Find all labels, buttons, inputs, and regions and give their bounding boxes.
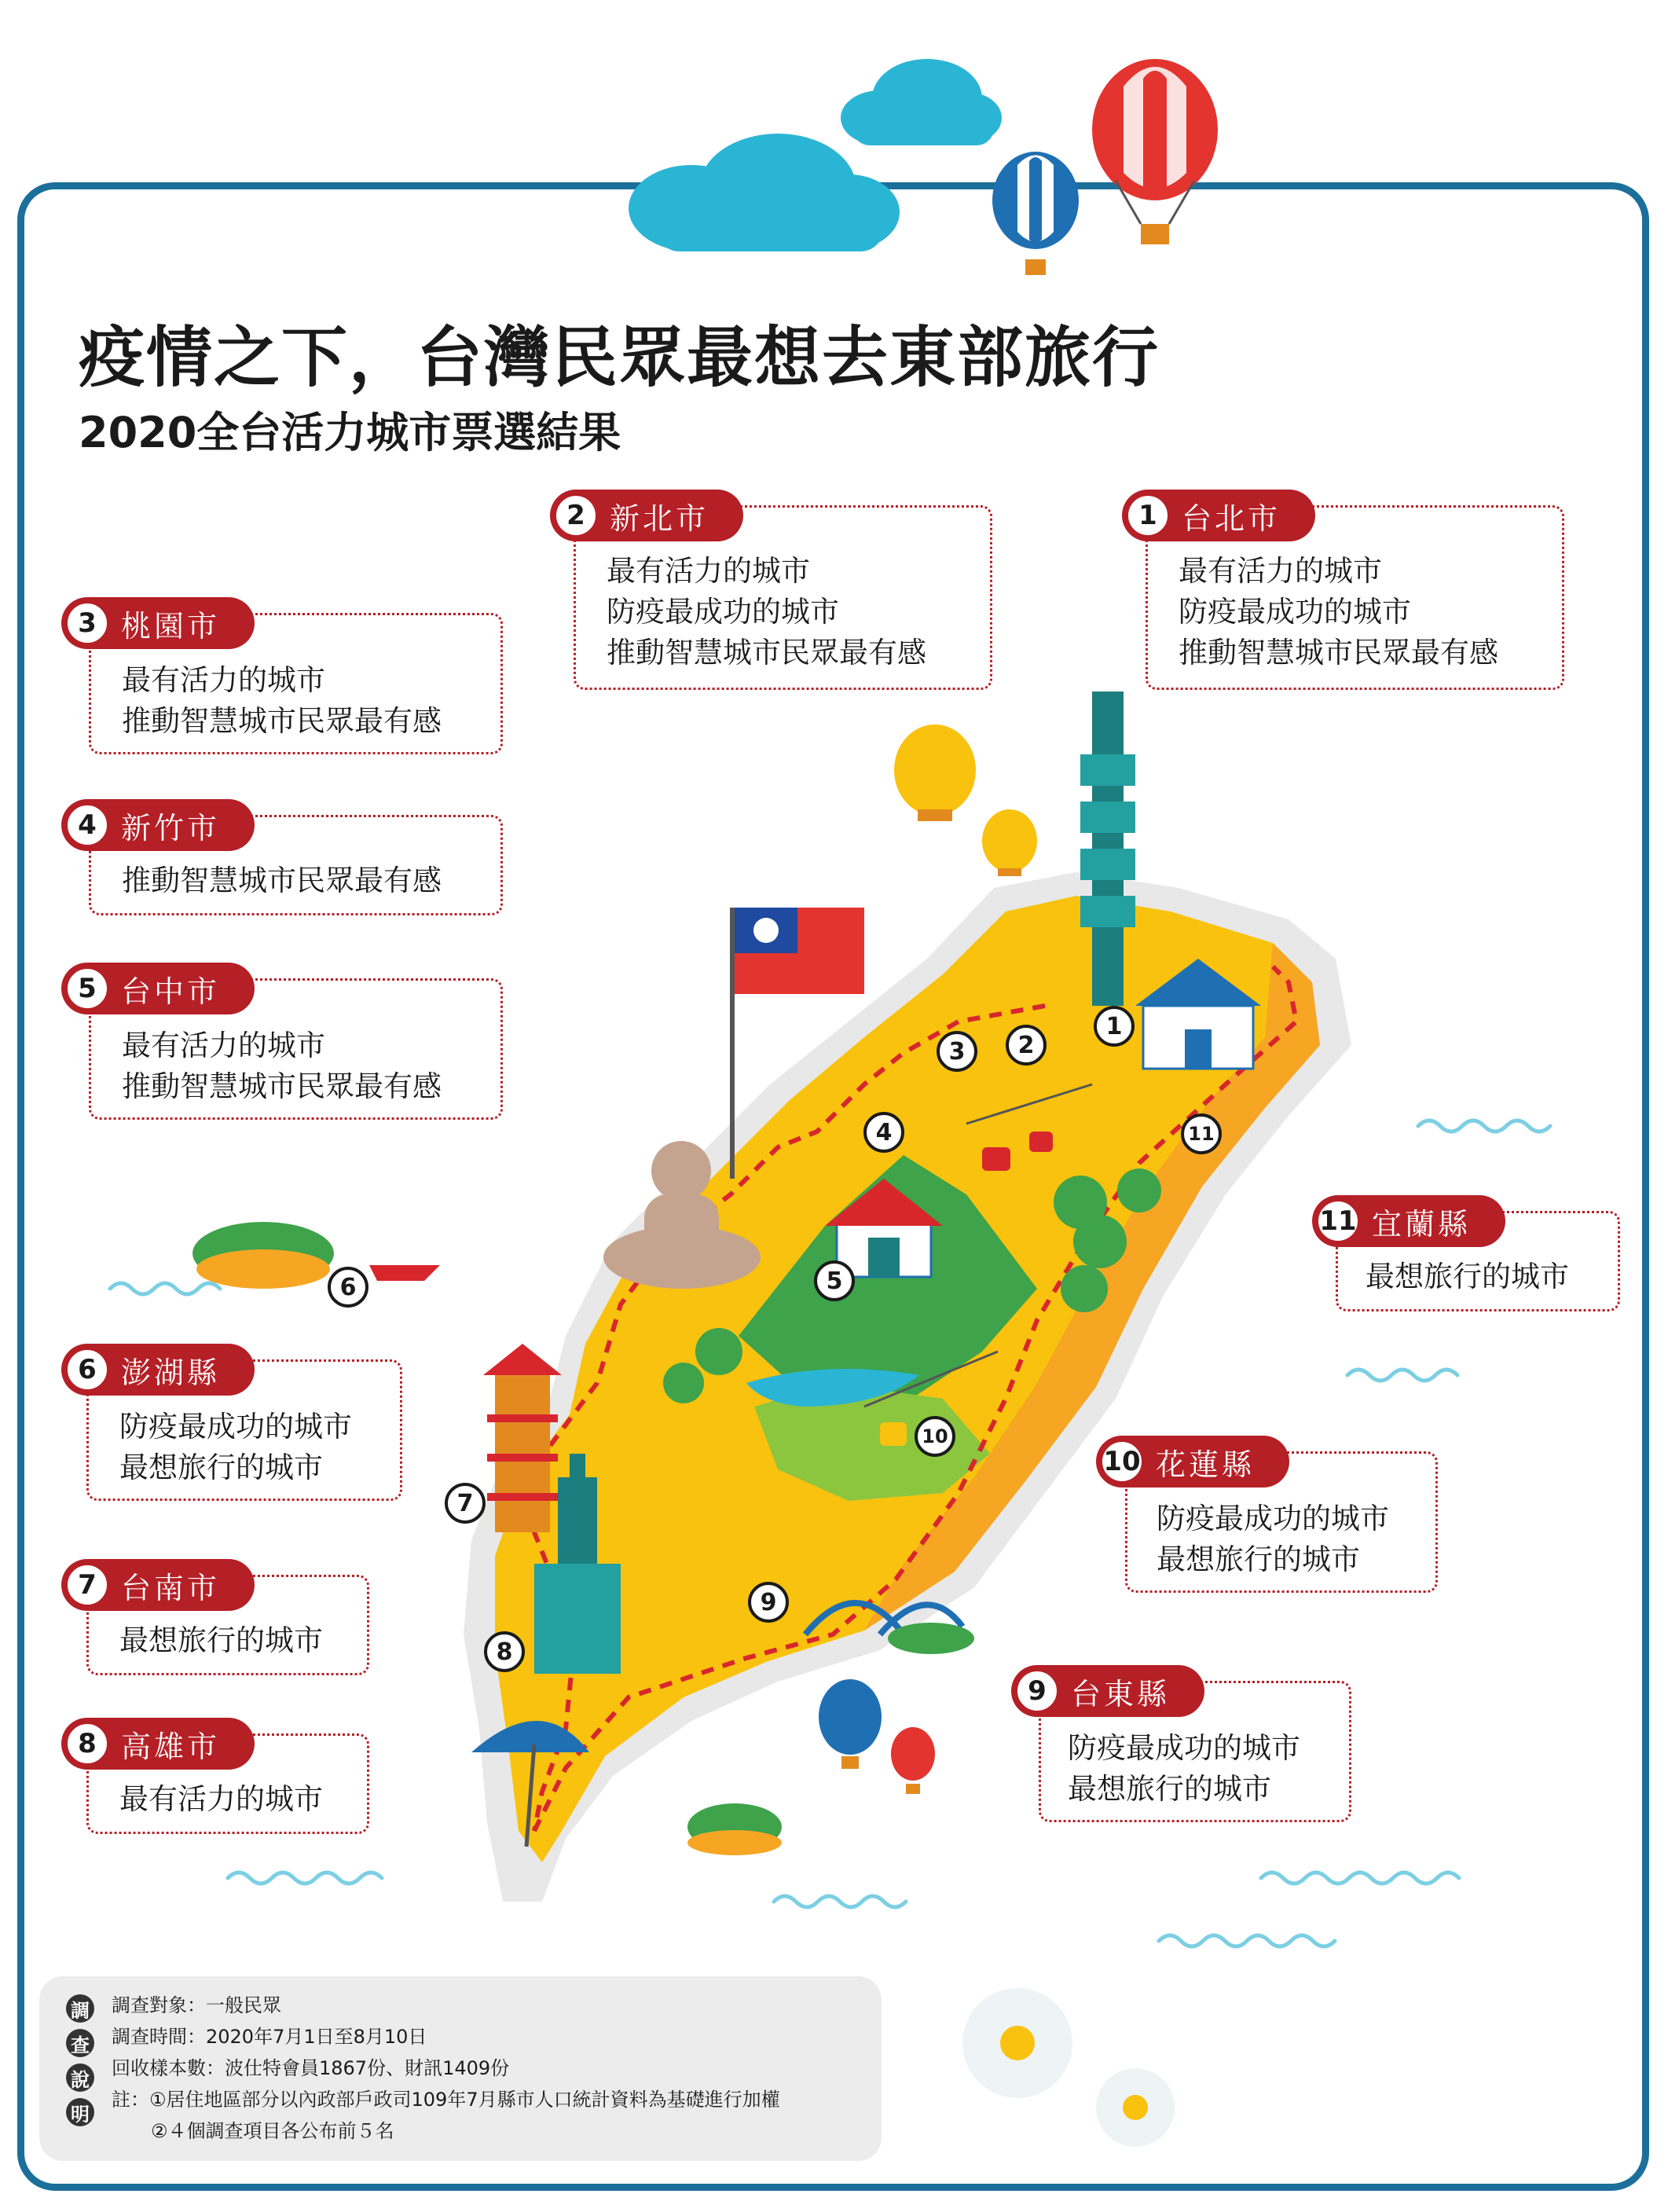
award-line: 最有活力的城市: [122, 1029, 325, 1062]
award-line: 最想旅行的城市: [119, 1623, 323, 1657]
city-name: 台南市: [121, 1570, 221, 1605]
city-tag: [1312, 1195, 1505, 1247]
city-tag: [61, 1718, 255, 1770]
city-card-taichung: [78, 973, 503, 1120]
city-name: 高雄市: [121, 1729, 221, 1764]
award-line: 防疫最成功的城市: [1179, 595, 1411, 629]
city-name: 宜蘭縣: [1372, 1206, 1472, 1242]
rank-badge: 8: [64, 1721, 110, 1766]
award-line: 最想旅行的城市: [1157, 1543, 1360, 1576]
map-marker-6: 6: [328, 1267, 368, 1308]
hot-air-balloon-icon: [819, 1679, 882, 1769]
award-line: 防疫最成功的城市: [1157, 1502, 1389, 1535]
map-marker-3: 3: [937, 1031, 977, 1072]
award-line: 防疫最成功的城市: [119, 1410, 352, 1443]
city-tag: [1122, 490, 1315, 541]
note-label-char: 說: [66, 2063, 94, 2092]
map-marker-10: 10: [915, 1416, 955, 1457]
flower-icon: [1096, 2068, 1175, 2147]
penghu-island-icon: [192, 1222, 440, 1289]
cloud-icon: [629, 134, 900, 251]
map-marker-7: 7: [445, 1483, 486, 1524]
city-tag: [1011, 1665, 1204, 1717]
survey-note-line: 調查對象：一般民眾: [112, 1994, 281, 2016]
city-tag: [61, 1559, 255, 1611]
city-tag: [61, 799, 255, 851]
survey-note-label: [66, 1994, 97, 2126]
city-tag: [1096, 1436, 1289, 1488]
award-line: 最有活力的城市: [122, 663, 325, 697]
city-name: 澎湖縣: [121, 1355, 221, 1390]
rank-badge: 2: [553, 493, 599, 538]
survey-note-line: 回收樣本數：波仕特會員1867份、財訊1409份: [112, 2057, 510, 2079]
map-marker-8: 8: [484, 1631, 525, 1672]
city-card-kaohsiung: [78, 1728, 369, 1834]
city-name: 台北市: [1182, 501, 1281, 536]
city-tag: [550, 490, 743, 541]
city-card-penghu: [78, 1354, 402, 1501]
rank-badge: 1: [1125, 493, 1171, 538]
city-card-tainan: [78, 1569, 369, 1675]
map-marker-9: 9: [748, 1582, 789, 1623]
city-tag: [61, 963, 255, 1014]
city-name: 新竹市: [121, 810, 221, 846]
city-card-taitung: [1028, 1675, 1351, 1822]
hot-air-balloon-icon: [891, 1727, 935, 1794]
survey-note-text: [112, 1990, 780, 2147]
flower-icon: [962, 1988, 1072, 2098]
city-name: 新北市: [610, 501, 709, 536]
cloud-icon: [841, 59, 1002, 145]
note-label-char: 查: [66, 2029, 94, 2057]
hot-air-balloon-icon: [1092, 59, 1218, 244]
rank-badge: 9: [1014, 1668, 1060, 1714]
city-card-taoyuan: [78, 607, 503, 754]
city-card-new-taipei: [566, 500, 992, 690]
award-line: 最想旅行的城市: [1068, 1772, 1271, 1806]
city-card-hualien: [1103, 1446, 1438, 1593]
rank-badge: 3: [64, 600, 110, 646]
map-marker-5: 5: [814, 1260, 855, 1301]
survey-note-line: 調查時間：2020年7月1日至8月10日: [112, 2026, 427, 2048]
page-title: 疫情之下，台灣民眾最想去東部旅行: [79, 319, 1160, 396]
pagoda-icon: [483, 1344, 562, 1532]
award-line: 最有活力的城市: [1179, 554, 1382, 588]
note-label-char: 明: [66, 2098, 94, 2126]
rank-badge: 7: [64, 1562, 110, 1608]
city-name: 花蓮縣: [1156, 1447, 1256, 1482]
city-name: 桃園市: [121, 608, 221, 644]
award-line: 最想旅行的城市: [119, 1451, 323, 1484]
hot-air-balloon-icon: [992, 152, 1079, 275]
award-line: 最有活力的城市: [119, 1782, 323, 1816]
rank-badge: 11: [1315, 1198, 1361, 1244]
city-card-taipei: [1138, 500, 1564, 690]
award-line: 推動智慧城市民眾最有感: [122, 864, 442, 897]
green-island-icon: [687, 1803, 782, 1855]
page-subtitle: 2020全台活力城市票選結果: [79, 408, 621, 457]
award-line: 防疫最成功的城市: [607, 595, 839, 629]
award-line: 最有活力的城市: [607, 554, 810, 588]
city-name: 台中市: [121, 974, 221, 1009]
sky-lantern-icon: [982, 809, 1037, 876]
award-line: 推動智慧城市民眾最有感: [122, 704, 442, 738]
survey-note-line: 註：①居住地區部分以內政部戶政司109年7月縣市人口統計資料為基礎進行加權: [112, 2089, 780, 2111]
rank-badge: 6: [64, 1347, 110, 1392]
rank-badge: 5: [64, 966, 110, 1011]
city-card-hsinchu: [78, 809, 503, 915]
rank-badge: 4: [64, 802, 110, 848]
award-line: 推動智慧城市民眾最有感: [122, 1069, 442, 1103]
map-marker-4: 4: [863, 1112, 904, 1153]
city-tag: [61, 1344, 255, 1396]
city-tag: [61, 597, 255, 649]
rank-badge: 10: [1099, 1439, 1145, 1484]
survey-note-line: ②４個調查項目各公布前５名: [151, 2120, 394, 2142]
award-line: 推動智慧城市民眾最有感: [607, 636, 926, 669]
award-line: 推動智慧城市民眾最有感: [1179, 636, 1498, 669]
map-marker-2: 2: [1006, 1025, 1047, 1066]
map-marker-1: 1: [1094, 1006, 1135, 1047]
map-marker-11: 11: [1181, 1113, 1222, 1154]
award-line: 最想旅行的城市: [1366, 1260, 1569, 1293]
note-label-char: 調: [66, 1994, 94, 2023]
award-line: 防疫最成功的城市: [1068, 1731, 1300, 1765]
sky-lantern-icon: [894, 724, 976, 821]
city-card-yilan: [1319, 1205, 1620, 1311]
city-name: 台東縣: [1071, 1676, 1171, 1711]
